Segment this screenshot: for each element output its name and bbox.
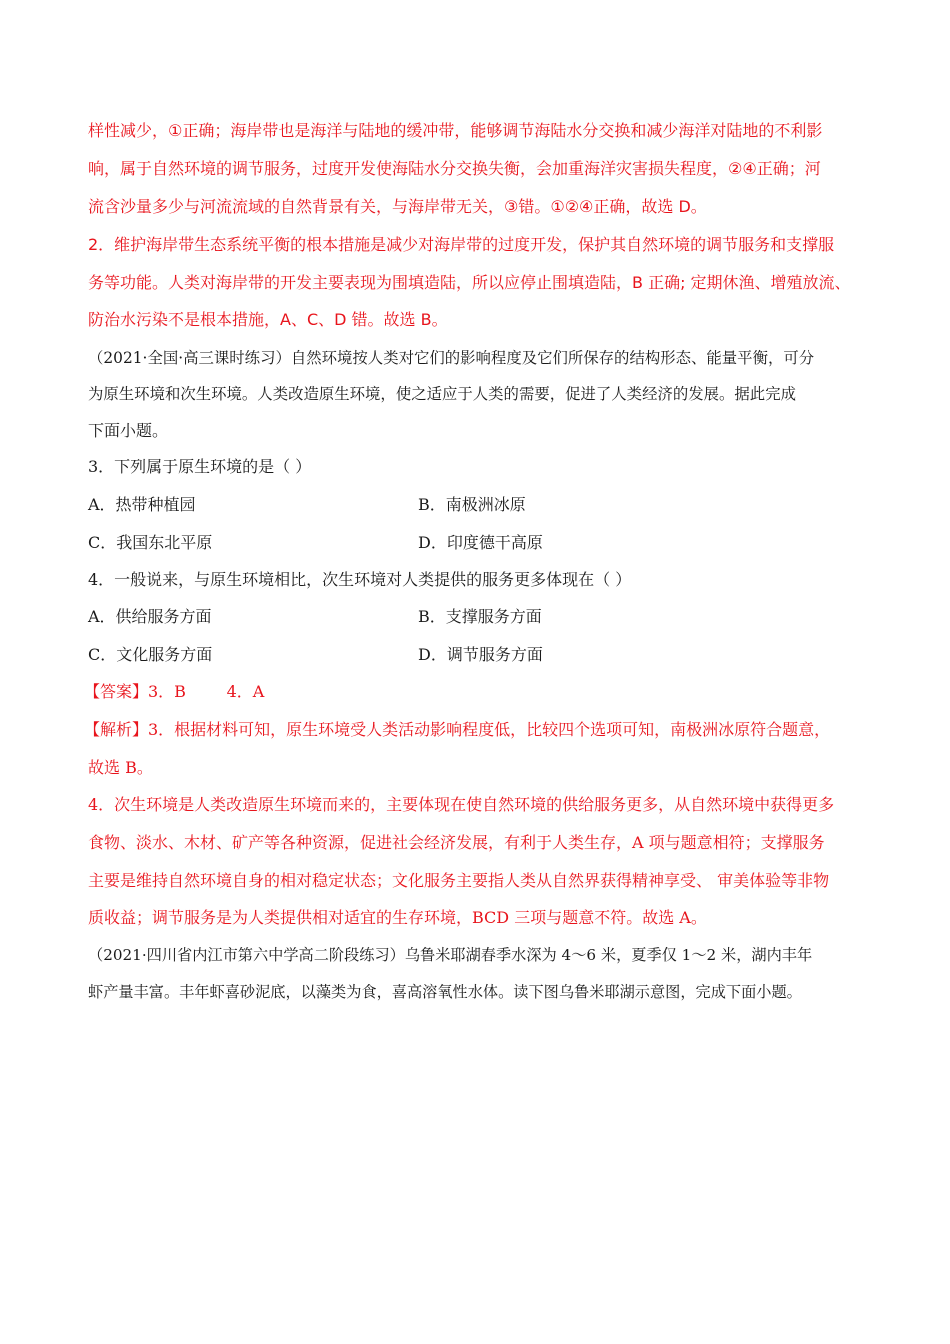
question-4-option-c: C．文化服务方面 <box>88 645 213 664</box>
explanation-prev-line-2: 响，属于自然环境的调节服务，过度开发使海陆水分交换失衡，会加重海洋灾害损失程度，②④正确；河 <box>88 159 821 178</box>
material-1-line-1: （2021·全国·高三课时练习）自然环境按人类对它们的影响程度及它们所保存的结构形态、能量平衡，可分 <box>88 349 815 367</box>
question-3-option-d: D．印度德干高原 <box>418 533 543 552</box>
question-4-option-d: D．调节服务方面 <box>418 645 543 664</box>
analysis-line-1: 【解析】3．根据材料可知，原生环境受人类活动影响程度低，比较四个选项可知，南极洲冰原符合题意， <box>84 720 831 739</box>
q4-analysis-line-3: 主要是维持自然环境自身的相对稳定状态；文化服务主要指人类从自然界获得精神享受、 审美体验等非物 <box>88 871 830 890</box>
material-1-line-3: 下面小题。 <box>88 421 169 440</box>
explanation-prev-line-1: 样性减少，①正确；海岸带也是海洋与陆地的缓冲带，能够调节海陆水分交换和减少海洋对陆地的不利影 <box>88 121 823 140</box>
q2-explanation-line-3: 防治水污染不是根本措施，A、C、D 错。故选 B。 <box>88 310 448 329</box>
material-2-line-1: （2021·四川省内江市第六中学高二阶段练习）乌鲁米耶湖春季水深为 4～6 米，夏季仅 1～2 米，湖内丰年 <box>88 946 813 964</box>
question-3-option-b: B．南极洲冰原 <box>418 495 526 514</box>
question-4-option-b: B．支撑服务方面 <box>418 607 542 626</box>
q4-analysis-line-1: 4．次生环境是人类改造原生环境而来的，主要体现在使自然环境的供给服务更多，从自然环境中获得更多 <box>88 795 835 814</box>
q4-analysis-line-2: 食物、淡水、木材、矿产等各种资源，促进社会经济发展，有利于人类生存，A 项与题意相符；支撑服务 <box>88 833 825 852</box>
question-4-option-a: A．供给服务方面 <box>88 607 212 626</box>
question-3-option-c: C．我国东北平原 <box>88 533 213 552</box>
explanation-prev-line-3: 流含沙量多少与河流流域的自然背景有关，与海岸带无关，③错。①②④正确，故选 D。 <box>88 197 707 216</box>
q4-analysis-line-4: 质收益；调节服务是为人类提供相对适宜的生存环境，BCD 三项与题意不符。故选 A。 <box>88 908 707 927</box>
q2-explanation-line-2: 务等功能。人类对海岸带的开发主要表现为围填造陆，所以应停止围填造陆，B 正确; 定期休渔、增殖放流、 <box>88 273 851 292</box>
material-2-line-2: 虾产量丰富。丰年虾喜砂泥底，以藻类为食，喜高溶氧性水体。读下图乌鲁米耶湖示意图，完成下面小题。 <box>88 983 802 1001</box>
answer-line: 【答案】3．B 4．A <box>84 682 265 701</box>
question-4-stem: 4．一般说来，与原生环境相比，次生环境对人类提供的服务更多体现在（ ） <box>88 570 632 589</box>
question-3-stem: 3．下列属于原生环境的是（ ） <box>88 457 312 476</box>
question-3-option-a: A．热带种植园 <box>88 495 196 514</box>
q2-explanation-line-1: 2．维护海岸带生态系统平衡的根本措施是减少对海岸带的过度开发，保护其自然环境的调节服务和支撑服 <box>88 235 835 254</box>
analysis-line-2: 故选 B。 <box>88 758 153 777</box>
material-1-line-2: 为原生环境和次生环境。人类改造原生环境，使之适应于人类的需要，促进了人类经济的发展。据此完成 <box>88 385 796 403</box>
